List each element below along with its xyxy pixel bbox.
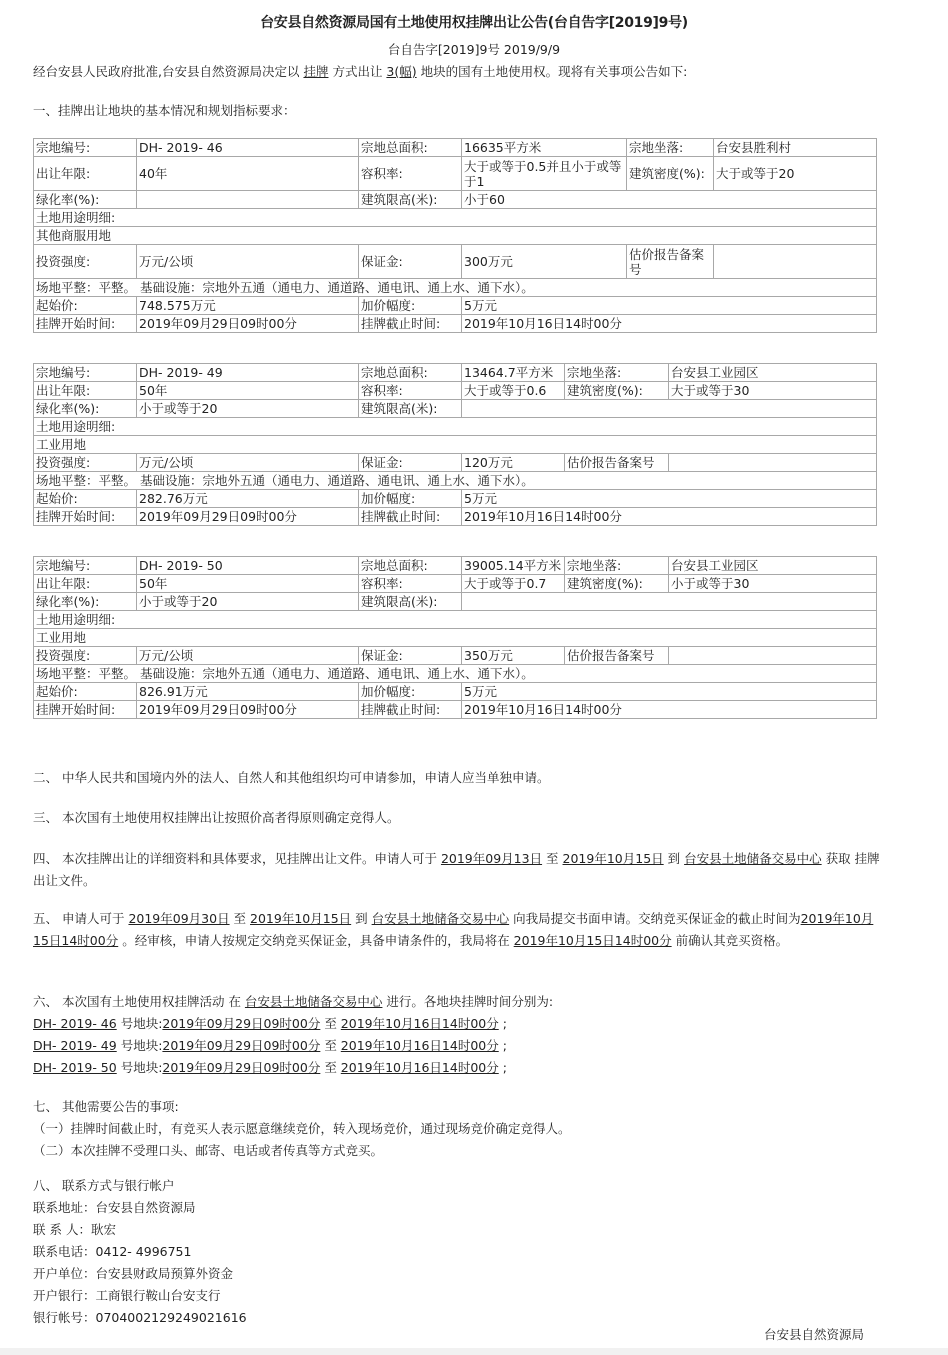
label-start-time: 挂牌开始时间:: [34, 315, 137, 333]
label-deposit: 保证金:: [359, 647, 462, 665]
label-start-price: 起始价:: [34, 297, 137, 315]
contact-person: 联 系 人：耿宏: [33, 1222, 116, 1237]
label-location: 宗地坐落:: [565, 364, 669, 382]
account-number: 银行帐号：0704002129249021616: [33, 1310, 247, 1325]
schedule-sep: ;: [498, 1038, 507, 1053]
increment: 5万元: [462, 297, 877, 315]
start-time: 2019年09月29日09时00分: [137, 508, 359, 526]
table-row: [34, 647, 877, 665]
label-start-price: 起始价:: [34, 683, 137, 701]
increment: 5万元: [462, 490, 877, 508]
density: 大于或等于30: [669, 382, 877, 400]
deposit: 120万元: [462, 454, 565, 472]
table-row: [34, 593, 877, 611]
location: 台安县工业园区: [669, 557, 877, 575]
section-4-text: 四、 本次挂牌出让的详细资料和具体要求，见挂牌出让文件。申请人可于: [33, 851, 441, 866]
height: 小于60: [462, 191, 877, 209]
table-row: [34, 508, 877, 526]
section-3: 三、 本次国有土地使用权挂牌出让按照价高者得原则确定竞得人。: [33, 810, 400, 825]
page-bottom-band: [0, 1348, 948, 1355]
section-7-item: （二）本次挂牌不受理口头、邮寄、电话或者传真等方式竞买。: [33, 1143, 384, 1158]
schedule-end: 2019年10月16日14时00分: [340, 1038, 499, 1053]
schedule-label: 号地块:: [116, 1038, 163, 1053]
intro-mid: 方式出让: [328, 64, 387, 79]
green: [137, 191, 359, 209]
label-parcel-no: 宗地编号:: [34, 557, 137, 575]
term: 50年: [137, 575, 359, 593]
height: [462, 400, 877, 418]
site-conditions: 场地平整：平整。 基础设施：宗地外五通（通电力、通道路、通电讯、通上水、通下水）。: [34, 472, 877, 490]
label-area: 宗地总面积:: [359, 139, 462, 157]
deposit: 300万元: [462, 245, 627, 279]
area: 16635平方米: [462, 139, 627, 157]
label-end-time: 挂牌截止时间:: [359, 701, 462, 719]
qualification-deadline: 2019年10月15日14时00分: [513, 933, 672, 948]
label-far: 容积率:: [359, 575, 462, 593]
label-parcel-no: 宗地编号:: [34, 364, 137, 382]
green: 小于或等于20: [137, 593, 359, 611]
label-green: 绿化率(%):: [34, 593, 137, 611]
invest: 万元/公顷: [137, 647, 359, 665]
label-invest: 投资强度:: [34, 454, 137, 472]
label-end-time: 挂牌截止时间:: [359, 315, 462, 333]
date-end: 2019年10月15日: [562, 851, 664, 866]
label-location: 宗地坐落:: [565, 557, 669, 575]
section-6-heading: [33, 991, 883, 1013]
section-2: 二、 中华人民共和国境内外的法人、自然人和其他组织均可申请参加，申请人应当单独申请。: [33, 770, 550, 785]
label-use-detail: 土地用途明细:: [34, 611, 877, 629]
table-row: [34, 382, 877, 400]
label-invest: 投资强度:: [34, 647, 137, 665]
table-row: [34, 279, 877, 297]
start-time: 2019年09月29日09时00分: [137, 701, 359, 719]
section-5-text: 前确认其竞买资格。: [671, 933, 789, 948]
land-use: 其他商服用地: [34, 227, 877, 245]
end-time: 2019年10月16日14时00分: [462, 315, 877, 333]
account-holder: 开户单位：台安县财政局预算外资金: [33, 1266, 234, 1281]
parcel-table-2: [33, 363, 877, 526]
table-row: [34, 364, 877, 382]
end-time: 2019年10月16日14时00分: [462, 701, 877, 719]
date-start: 2019年09月30日: [128, 911, 230, 926]
section-4-text: 到: [663, 851, 685, 866]
label-green: 绿化率(%):: [34, 400, 137, 418]
table-row: [34, 227, 877, 245]
signature: 台安县自然资源局: [764, 1327, 865, 1342]
section-6-text: 进行。各地块挂牌时间分别为:: [382, 994, 554, 1009]
far: 大于或等于0.7: [462, 575, 565, 593]
table-row: [34, 191, 877, 209]
green: 小于或等于20: [137, 400, 359, 418]
label-increment: 加价幅度:: [359, 490, 462, 508]
label-deposit: 保证金:: [359, 245, 462, 279]
schedule-sep: ;: [498, 1060, 507, 1075]
schedule-start: 2019年09月29日09时00分: [162, 1060, 321, 1075]
section-5: [33, 908, 883, 952]
term: 50年: [137, 382, 359, 400]
increment: 5万元: [462, 683, 877, 701]
section-5-text: 向我局提交书面申请。交纳竞买保证金的截止时间为: [509, 911, 801, 926]
invest: 万元/公顷: [137, 245, 359, 279]
label-use-detail: 土地用途明细:: [34, 209, 877, 227]
table-row: [34, 418, 877, 436]
location: 台安县胜利村: [714, 139, 877, 157]
density: 小于或等于30: [669, 575, 877, 593]
table-row: [34, 557, 877, 575]
label-deposit: 保证金:: [359, 454, 462, 472]
label-start-price: 起始价:: [34, 490, 137, 508]
date-start: 2019年09月13日: [440, 851, 543, 866]
page-title: 台安县自然资源局国有土地使用权挂牌出让公告(台自告字[2019]9号): [260, 15, 688, 31]
table-row: [34, 400, 877, 418]
end-time: 2019年10月16日14时00分: [462, 508, 877, 526]
label-height: 建筑限高(米):: [359, 191, 462, 209]
section-6: [33, 991, 883, 1079]
table-row: [34, 245, 877, 279]
table-row: [34, 701, 877, 719]
transfer-method: 挂牌: [303, 64, 329, 79]
date-end: 2019年10月15日: [250, 911, 352, 926]
invest: 万元/公顷: [137, 454, 359, 472]
label-invest: 投资强度:: [34, 245, 137, 279]
label-area: 宗地总面积:: [359, 364, 462, 382]
venue: 台安县土地储备交易中心: [684, 851, 822, 866]
section-8-heading: 八、 联系方式与银行帐户: [33, 1178, 175, 1193]
term: 40年: [137, 157, 359, 191]
label-term: 出让年限:: [34, 382, 137, 400]
label-increment: 加价幅度:: [359, 297, 462, 315]
schedule-label: 号地块:: [116, 1016, 163, 1031]
label-density: 建筑密度(%):: [627, 157, 714, 191]
label-area: 宗地总面积:: [359, 557, 462, 575]
table-row: [34, 575, 877, 593]
area: 13464.7平方米: [462, 364, 565, 382]
schedule-start: 2019年09月29日09时00分: [162, 1016, 321, 1031]
intro-suffix: 地块的国有土地使用权。现将有关事项公告如下:: [416, 64, 688, 79]
deposit: 350万元: [462, 647, 565, 665]
parcel-no: DH- 2019- 49: [137, 364, 359, 382]
land-use: 工业用地: [34, 436, 877, 454]
table-row: [34, 490, 877, 508]
section-7-heading: 七、 其他需要公告的事项:: [33, 1099, 179, 1114]
venue: 台安县土地储备交易中心: [371, 911, 510, 926]
label-location: 宗地坐落:: [627, 139, 714, 157]
deposit-deadline: 2019年10月15日14时00分: [33, 911, 874, 948]
table-row: [34, 157, 877, 191]
schedule-parcel-no: DH- 2019- 50: [33, 1060, 117, 1075]
label-green: 绿化率(%):: [34, 191, 137, 209]
label-density: 建筑密度(%):: [565, 382, 669, 400]
schedule-to: 至: [320, 1038, 341, 1053]
label-appraisal: 估价报告备案号: [565, 454, 669, 472]
start-price: 282.76万元: [137, 490, 359, 508]
start-time: 2019年09月29日09时00分: [137, 315, 359, 333]
schedule-sep: ;: [498, 1016, 507, 1031]
label-far: 容积率:: [359, 157, 462, 191]
label-end-time: 挂牌截止时间:: [359, 508, 462, 526]
parcel-count: 3(幅): [386, 64, 417, 79]
document-number: 台自告字[2019]9号 2019/9/9: [387, 42, 561, 57]
start-price: 748.575万元: [137, 297, 359, 315]
section-5-text: 五、 申请人可于: [33, 911, 129, 926]
contact-address: 联系地址：台安县自然资源局: [33, 1200, 196, 1215]
table-row: [34, 297, 877, 315]
section-1-heading: 一、挂牌出让地块的基本情况和规划指标要求：: [33, 103, 296, 118]
section-7-item: （一）挂牌时间截止时，有竞买人表示愿意继续竞价，转入现场竞价，通过现场竞价确定竞得人。: [33, 1121, 571, 1136]
section-8: [33, 1175, 883, 1329]
label-term: 出让年限:: [34, 157, 137, 191]
schedule-row: [33, 1057, 883, 1079]
table-row: [34, 315, 877, 333]
section-7: [33, 1096, 883, 1162]
appraisal: [669, 647, 877, 665]
schedule-start: 2019年09月29日09时00分: [162, 1038, 321, 1053]
label-use-detail: 土地用途明细:: [34, 418, 877, 436]
parcel-table-1: [33, 138, 877, 333]
section-4-text: 至: [542, 851, 563, 866]
label-term: 出让年限:: [34, 575, 137, 593]
site-conditions: 场地平整：平整。 基础设施：宗地外五通（通电力、通道路、通电讯、通上水、通下水）。: [34, 279, 877, 297]
site-conditions: 场地平整：平整。 基础设施：宗地外五通（通电力、通道路、通电讯、通上水、通下水）。: [34, 665, 877, 683]
label-density: 建筑密度(%):: [565, 575, 669, 593]
section-4-text: 获取 挂牌 出让文件。: [33, 851, 880, 888]
label-parcel-no: 宗地编号:: [34, 139, 137, 157]
schedule-to: 至: [320, 1016, 341, 1031]
parcel-no: DH- 2019- 46: [137, 139, 359, 157]
intro-paragraph: [33, 62, 687, 80]
table-row: [34, 611, 877, 629]
section-5-text: 。经审核，申请人按规定交纳竞买保证金，具备申请条件的，我局将在: [118, 933, 514, 948]
section-5-text: 到: [351, 911, 372, 926]
section-6-text: 六、 本次国有土地使用权挂牌活动 在: [33, 994, 245, 1009]
schedule-row: [33, 1013, 883, 1035]
table-row: [34, 209, 877, 227]
parcel-no: DH- 2019- 50: [137, 557, 359, 575]
density: 大于或等于20: [714, 157, 877, 191]
area: 39005.14平方米: [462, 557, 565, 575]
account-bank: 开户银行：工商银行鞍山台安支行: [33, 1288, 221, 1303]
schedule-end: 2019年10月16日14时00分: [340, 1016, 499, 1031]
venue: 台安县土地储备交易中心: [244, 994, 383, 1009]
label-appraisal: 估价报告备案号: [627, 245, 714, 279]
table-row: [34, 436, 877, 454]
contact-phone: 联系电话：0412- 4996751: [33, 1244, 192, 1259]
appraisal: [669, 454, 877, 472]
start-price: 826.91万元: [137, 683, 359, 701]
table-row: [34, 683, 877, 701]
intro-prefix: 经台安县人民政府批准,台安县自然资源局决定以: [33, 64, 304, 79]
schedule-parcel-no: DH- 2019- 49: [33, 1038, 117, 1053]
label-appraisal: 估价报告备案号: [565, 647, 669, 665]
far: 大于或等于0.5并且小于或等于1: [462, 157, 627, 191]
schedule-parcel-no: DH- 2019- 46: [33, 1016, 117, 1031]
label-start-time: 挂牌开始时间:: [34, 508, 137, 526]
schedule-to: 至: [320, 1060, 341, 1075]
schedule-end: 2019年10月16日14时00分: [340, 1060, 499, 1075]
section-5-text: 至: [229, 911, 251, 926]
location: 台安县工业园区: [669, 364, 877, 382]
table-row: [34, 454, 877, 472]
parcel-table-3: [33, 556, 877, 719]
schedule-row: [33, 1035, 883, 1057]
label-height: 建筑限高(米):: [359, 400, 462, 418]
label-start-time: 挂牌开始时间:: [34, 701, 137, 719]
table-row: [34, 629, 877, 647]
label-height: 建筑限高(米):: [359, 593, 462, 611]
table-row: [34, 139, 877, 157]
far: 大于或等于0.6: [462, 382, 565, 400]
schedule-label: 号地块:: [116, 1060, 163, 1075]
label-increment: 加价幅度:: [359, 683, 462, 701]
table-row: [34, 472, 877, 490]
table-row: [34, 665, 877, 683]
label-far: 容积率:: [359, 382, 462, 400]
section-4: [33, 848, 883, 892]
appraisal: [714, 245, 877, 279]
land-use: 工业用地: [34, 629, 877, 647]
height: [462, 593, 877, 611]
